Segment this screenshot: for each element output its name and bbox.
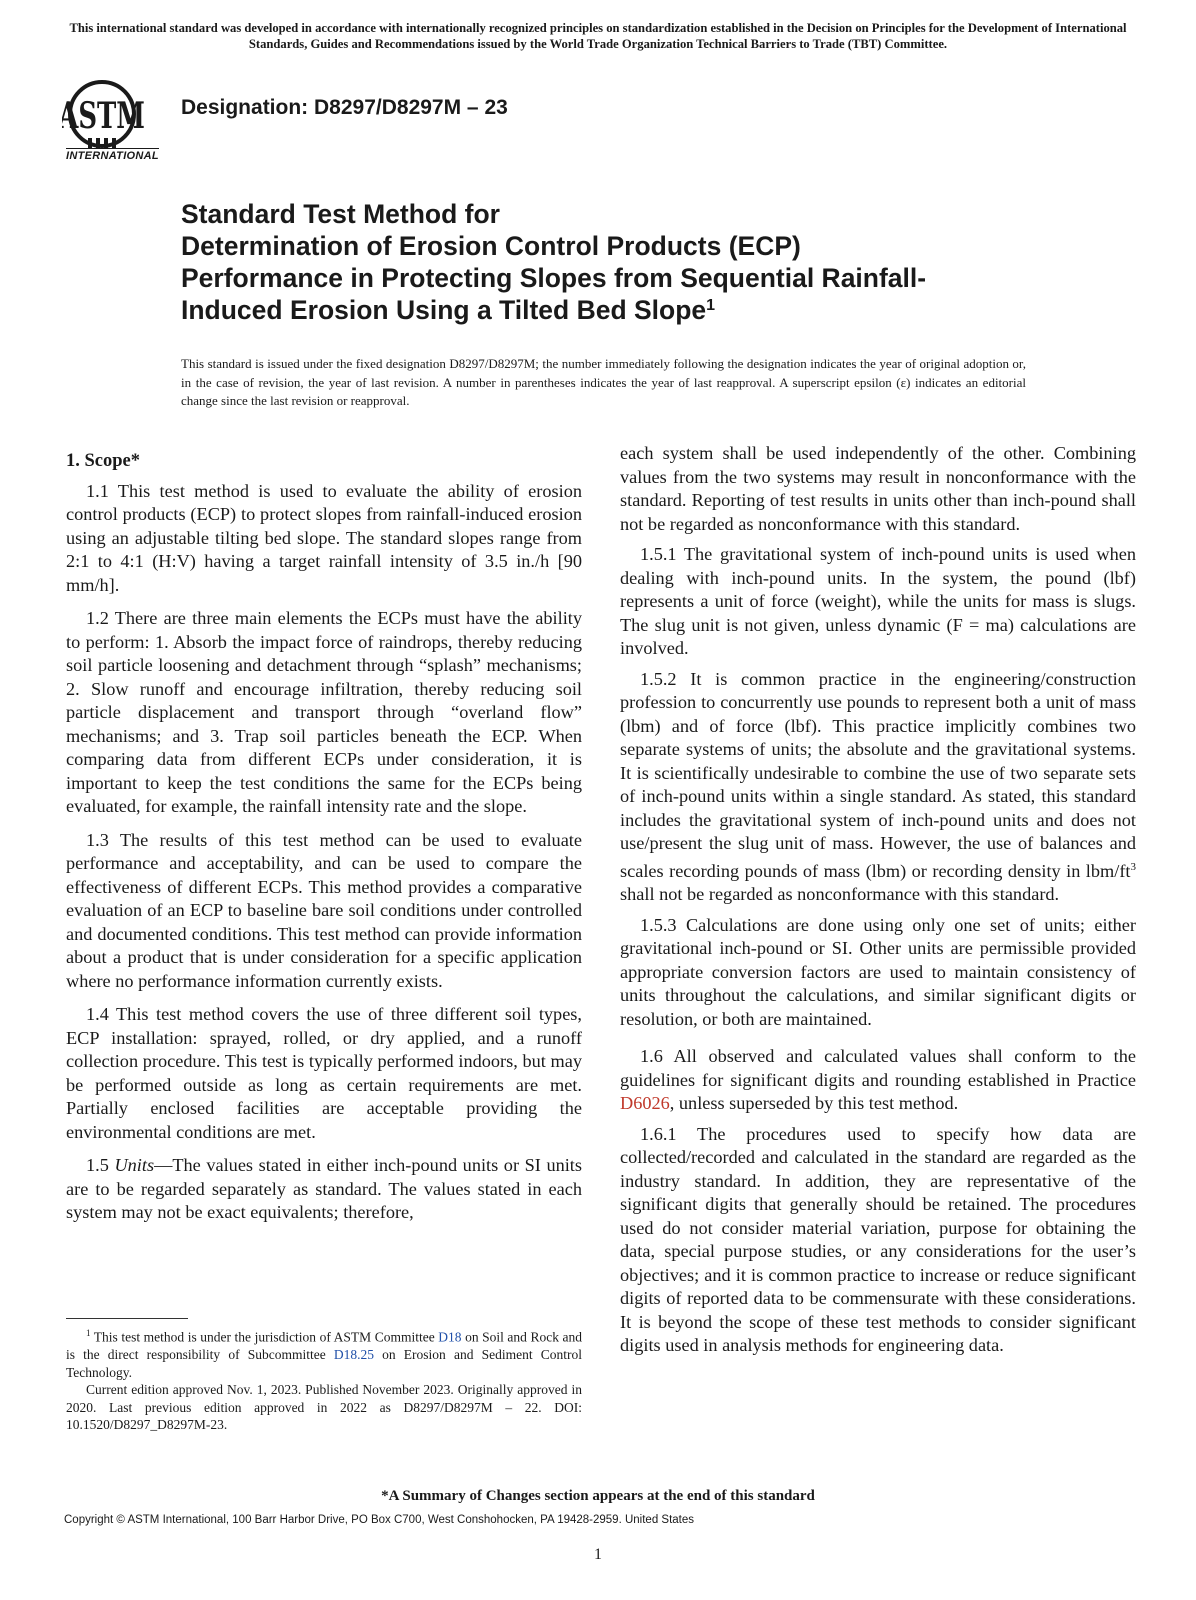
svg-text:ASTM: ASTM	[62, 95, 145, 138]
left-column	[66, 450, 582, 1232]
paragraph-1-5-3: 1.5.3 Calculations are done using only one set of units; either gravitational inch-pound or SI. Other units are permissible provided appropriate conversion factors are used to maintain consistency of units throughout the calculations, and similar significant digits or resolution, or both are maintained.	[620, 914, 1136, 1029]
footnote-1-text-a: This test method is under the jurisdiction of ASTM Committee	[90, 1329, 439, 1345]
paragraph-1-5-2-text: 1.5.2 It is common practice in the engineering/construction profession to concurrently use pounds to represent both a unit of mass (lbm) and of force (lbf). This practice implicitly combines two separate systems of units; the absolute and the gravitational systems. It is scientifically undesirable to combine the use of two separate sets of inch-pound units within a single standard. As stated, this standard includes the gravitational system of inch-pound units and does not use/present the slug unit of mass. However, the use of balances and scales recording pounds of mass (lbm) or recording density in lbm/ft	[620, 668, 1136, 881]
designation: Designation: D8297/D8297M – 23	[181, 96, 508, 119]
link-d18[interactable]: D18	[438, 1329, 462, 1345]
paragraph-1-6-text-a: 1.6 All observed and calculated values shall conform to the guidelines for significant digits and rounding established in Practice	[620, 1046, 1136, 1090]
paragraph-1-6-text-b: , unless superseded by this test method.	[669, 1093, 959, 1114]
link-d6026[interactable]: D6026	[620, 1093, 670, 1114]
paragraph-1-5	[66, 1154, 582, 1225]
issue-note: This standard is issued under the fixed designation D8297/D8297M; the number immediately following the designation indicates the year of original adoption or, in the case of revision, the year of last revision. A number in parentheses indicates the year of last reapproval. A superscript epsilon (ε) indicates an editorial change since the last revision or reapproval.	[181, 356, 1026, 408]
footnote-1-text-c: on Erosion and Sediment Control Technology.	[66, 1347, 582, 1380]
paragraph-1-3: 1.3 The results of this test method can be used to evaluate performance and acceptability, and can be used to compare the effectiveness of different ECPs. This method provides a comparative evaluation of an ECP to baseline bare soil conditions under controlled and documented conditions. This test method can provide information about a product that is under consideration for a specific application where no performance information currently exists.	[66, 829, 582, 991]
paragraph-1-5-2	[620, 668, 1136, 907]
copyright: Copyright © ASTM International, 100 Barr Harbor Drive, PO Box C700, West Conshohocken, PA 19428-2959. United States	[64, 1514, 695, 1526]
paragraph-1-5-2-end: shall not be regarded as nonconformance with this standard.	[620, 884, 1060, 905]
footnotes	[66, 1325, 582, 1434]
title-line-2: Determination of Erosion Control Products (ECP)	[181, 231, 801, 261]
document-title	[181, 198, 1061, 326]
title-footnote-mark: 1	[706, 297, 716, 314]
summary-of-changes-note: *A Summary of Changes section appears at the end of this standard	[381, 1488, 815, 1504]
footnote-1-text-b: on Soil and Rock and is the direct responsibility of Subcommittee	[66, 1329, 582, 1362]
link-d18-25[interactable]: D18.25	[333, 1347, 374, 1362]
cubed-superscript: 3	[1130, 860, 1136, 873]
title-line-4-text: Induced Erosion Using a Tilted Bed Slope	[181, 295, 707, 325]
footnote-mark: 1	[86, 1328, 91, 1338]
footnote-edition: Current edition approved Nov. 1, 2023. Published November 2023. Originally approved in 2020. Last previous edition approved in 2022 as D8297/D8297M – 22. DOI: 10.1520/D8297_D8297M-23.	[66, 1382, 582, 1432]
paragraph-1-5-text: —The values stated in either inch-pound units or SI units are to be regarded separately as standard. The values stated in each system may not be exact equivalents; therefore,	[66, 1155, 583, 1222]
paragraph-1-2: 1.2 There are three main elements the ECPs must have the ability to perform: 1. Absorb the impact force of raindrops, thereby reducing soil particle loosening and detachment through “splash” mechanisms; 2. Slow runoff and encourage infiltration, thereby reducing soil particle displacement and transport through “overland flow” mechanisms; and 3. Trap soil particles beneath the ECP. When comparing data from different ECPs under consideration, it is important to keep the test conditions the same for the ECPs being evaluated, for example, the rainfall intensity rate and the slope.	[66, 608, 582, 816]
paragraph-1-5-continued: each system shall be used independently of the other. Combining values from the two systems may result in nonconformance with the standard. Reporting of test results in units other than inch-pound shall not be regarded as nonconformance with this standard.	[620, 443, 1136, 534]
paragraph-1-5-1: 1.5.1 The gravitational system of inch-pound units is used when dealing with inch-pound units. In the system, the pound (lbf) represents a unit of force (weight), while the units for mass is slugs. The slug unit is not given, unless dynamic (F = ma) calculations are involved.	[620, 544, 1136, 658]
title-line-3: Performance in Protecting Slopes from Sequential Rainfall-	[181, 263, 927, 293]
paragraph-1-6	[620, 1045, 1136, 1116]
units-label: Units	[114, 1155, 155, 1175]
paragraph-1-5-number: 1.5	[86, 1155, 115, 1175]
astm-logo	[62, 78, 174, 168]
footnote-1	[66, 1325, 582, 1381]
paragraph-1-1: 1.1 This test method is used to evaluate the ability of erosion control products (ECP) to protect slopes from rainfall-induced erosion using an adjustable tilting bed slope. The standard slopes range from 2:1 to 4:1 (H:V) having a target rainfall intensity of 3.5 in./h [90 mm/h].	[66, 480, 582, 595]
paragraph-1-6-1: 1.6.1 The procedures used to specify how data are collected/recorded and calculated in the standard are regarded as the industry standard. In addition, they are representative of the significant digits that generally should be retained. The procedures used do not consider material variation, purpose for obtaining the data, special purpose studies, or any considerations for the user’s objectives; and it is common practice to increase or reduce significant digits of reported data to be commensurate with these considerations. It is beyond the scope of these test methods to consider significant digits used in analysis methods for engineering data.	[620, 1123, 1136, 1356]
title-line-4	[181, 294, 1061, 326]
footnote-divider	[66, 1318, 188, 1319]
section-heading-scope: 1. Scope*	[66, 451, 140, 471]
wto-notice: This international standard was developed in accordance with internationally recognized principles on standardization established in the Decision on Principles for the Development of International Standards, Guides and Recommendations issued by the World Trade Organization Technical Barriers to Trade (TBT) Committee.	[69, 21, 1127, 51]
right-column	[620, 442, 1136, 1365]
logo-text: INTERNATIONAL	[66, 150, 159, 162]
paragraph-1-4: 1.4 This test method covers the use of three different soil types, ECP installation: sprayed, rolled, or dry applied, and a runoff collection procedure. This test is typically performed indoors, but may be performed outside as long as certain requirements are met. Partially enclosed facilities are acceptable providing the environmental conditions are met.	[66, 1004, 582, 1142]
page-number: 1	[594, 1546, 602, 1563]
title-line-1: Standard Test Method for	[181, 199, 500, 229]
